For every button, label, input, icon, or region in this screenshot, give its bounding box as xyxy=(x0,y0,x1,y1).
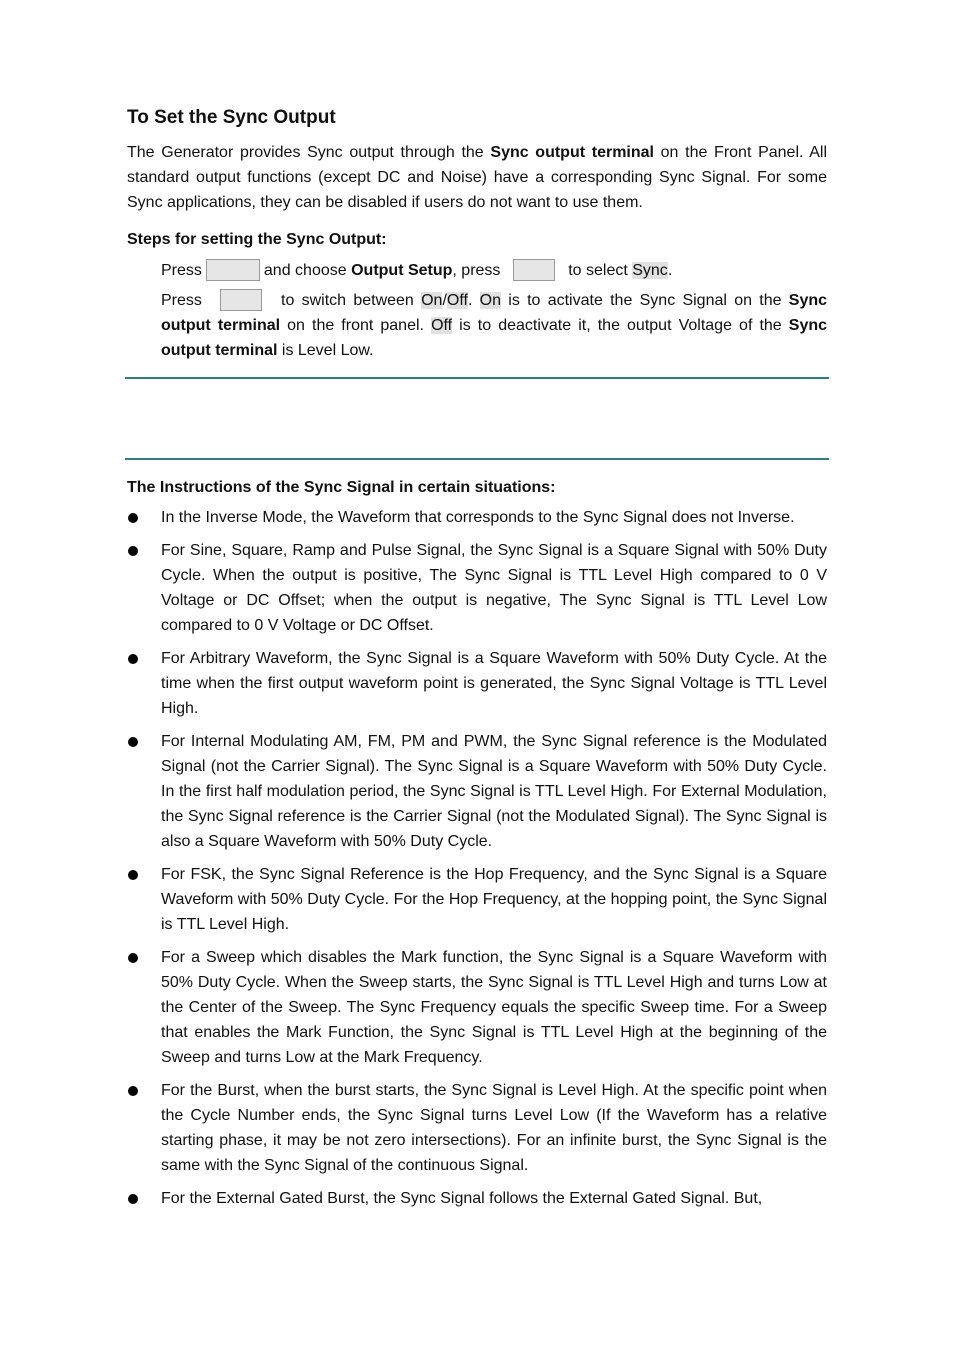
step-text: / xyxy=(442,292,447,309)
bullet-dot-icon xyxy=(128,953,138,963)
list-item xyxy=(127,945,827,1070)
document-page xyxy=(127,104,827,1219)
step-text: . xyxy=(667,262,673,279)
list-item-text: For Arbitrary Waveform, the Sync Signal is a Square Waveform with 50% Duty Cycle. At the time when the first output waveform point is generated, the Sync Signal Voltage is TTL Level High. xyxy=(161,650,827,717)
bullet-dot-icon xyxy=(128,654,138,664)
bullet-dot-icon xyxy=(128,513,138,523)
list-item xyxy=(127,1078,827,1178)
menu-label-off: Off xyxy=(431,317,453,334)
list-item-text: For the Burst, when the burst starts, the Sync Signal is Level High. At the specific point when the Cycle Number ends, the Sync Signal turns Level Low (If the Waveform has a relative starting phase, it may be not zero intersections). For an infinite burst, the Sync Signal is the same with the Sync Signal of the continuous Signal. xyxy=(161,1082,827,1174)
step-text: . xyxy=(467,292,480,309)
menu-term-output-setup: Output Setup xyxy=(351,262,453,279)
step-text: Press xyxy=(161,262,202,279)
intro-text: on the Front Panel. All standard output functions (except DC and Noise) have a corresponding Sync Signal. For some Sync applications, they can be disabled if users do not want to use them. xyxy=(127,144,828,211)
menu-label-on: On xyxy=(479,292,501,309)
instructions-title: The Instructions of the Sync Signal in certain situations: xyxy=(127,479,556,496)
bullet-dot-icon xyxy=(128,1086,138,1096)
list-item xyxy=(127,729,827,854)
list-item-text: For Sine, Square, Ramp and Pulse Signal, the Sync Signal is a Square Signal with 50% Duty Cycle. When the output is positive, The Sync Signal is TTL Level High compared to 0 V Voltage or DC Offset; when the output is negative, The Sync Signal is TTL Level Low compared to 0 V Voltage or DC Offset. xyxy=(161,542,827,634)
list-item xyxy=(127,538,827,638)
bold-term: Sync output terminal xyxy=(161,292,828,334)
intro-bold-term: Sync output terminal xyxy=(490,144,654,161)
menu-label-off: Off xyxy=(446,292,468,309)
step-text: Press xyxy=(161,292,202,309)
divider-line xyxy=(125,377,829,379)
intro-paragraph xyxy=(127,140,827,215)
list-item-text: For a Sweep which disables the Mark function, the Sync Signal is a Square Waveform with 50% Duty Cycle. When the Sweep starts, the Sync Signal is TTL Level High and turns Low at the Center of the Sweep. The Sync Frequency equals the specific Sweep time. For a Sweep that enables the Mark Function, the Sync Signal is TTL Level High at the beginning of the Sweep and turns Low at the Mark Frequency. xyxy=(161,949,827,1066)
divider-line xyxy=(125,458,829,460)
step-text: and choose xyxy=(263,262,352,279)
step-text: , press xyxy=(452,262,501,279)
menu-label-sync: Sync xyxy=(632,262,668,279)
list-item xyxy=(127,646,827,721)
steps-title: Steps for setting the Sync Output: xyxy=(127,231,387,248)
bullet-dot-icon xyxy=(128,1194,138,1204)
step-2 xyxy=(161,288,827,363)
list-item-text: For the External Gated Burst, the Sync Signal follows the External Gated Signal. But, xyxy=(161,1190,763,1207)
instructions-list xyxy=(127,505,827,1211)
step-text: is to activate the Sync Signal on the xyxy=(501,292,789,309)
bullet-dot-icon xyxy=(128,870,138,880)
softkey-button[interactable] xyxy=(220,289,262,311)
utility-key-button[interactable] xyxy=(206,259,260,281)
step-1 xyxy=(161,258,827,283)
bullet-dot-icon xyxy=(128,737,138,747)
step-text: is Level Low. xyxy=(277,342,374,359)
section-title: To Set the Sync Output xyxy=(127,107,336,128)
step-text: to select xyxy=(568,262,633,279)
list-item xyxy=(127,1186,827,1211)
list-item xyxy=(127,505,827,530)
bold-term: Sync output terminal xyxy=(161,317,828,359)
bullet-dot-icon xyxy=(128,546,138,556)
step-text: is to deactivate it, the output Voltage of the xyxy=(452,317,789,334)
list-item xyxy=(127,862,827,937)
menu-label-on: On xyxy=(421,292,443,309)
step-text: to switch between xyxy=(281,292,422,309)
softkey-button[interactable] xyxy=(513,259,555,281)
list-item-text: For FSK, the Sync Signal Reference is the Hop Frequency, and the Sync Signal is a Square Waveform with 50% Duty Cycle. For the Hop Frequency, at the hopping point, the Sync Signal is TTL Level High. xyxy=(161,866,827,933)
list-item-text: In the Inverse Mode, the Waveform that corresponds to the Sync Signal does not Inverse. xyxy=(161,509,795,526)
intro-text: The Generator provides Sync output through the xyxy=(127,144,491,161)
list-item-text: For Internal Modulating AM, FM, PM and PWM, the Sync Signal reference is the Modulated Signal (not the Carrier Signal). The Sync Signal is a Square Waveform with 50% Duty Cycle. In the first half modulation period, the Sync Signal is TTL Level High. For External Modulation, the Sync Signal reference is the Carrier Signal (not the Modulated Signal). The Sync Signal is also a Square Waveform with 50% Duty Cycle. xyxy=(161,733,827,850)
step-text: on the front panel. xyxy=(280,317,432,334)
